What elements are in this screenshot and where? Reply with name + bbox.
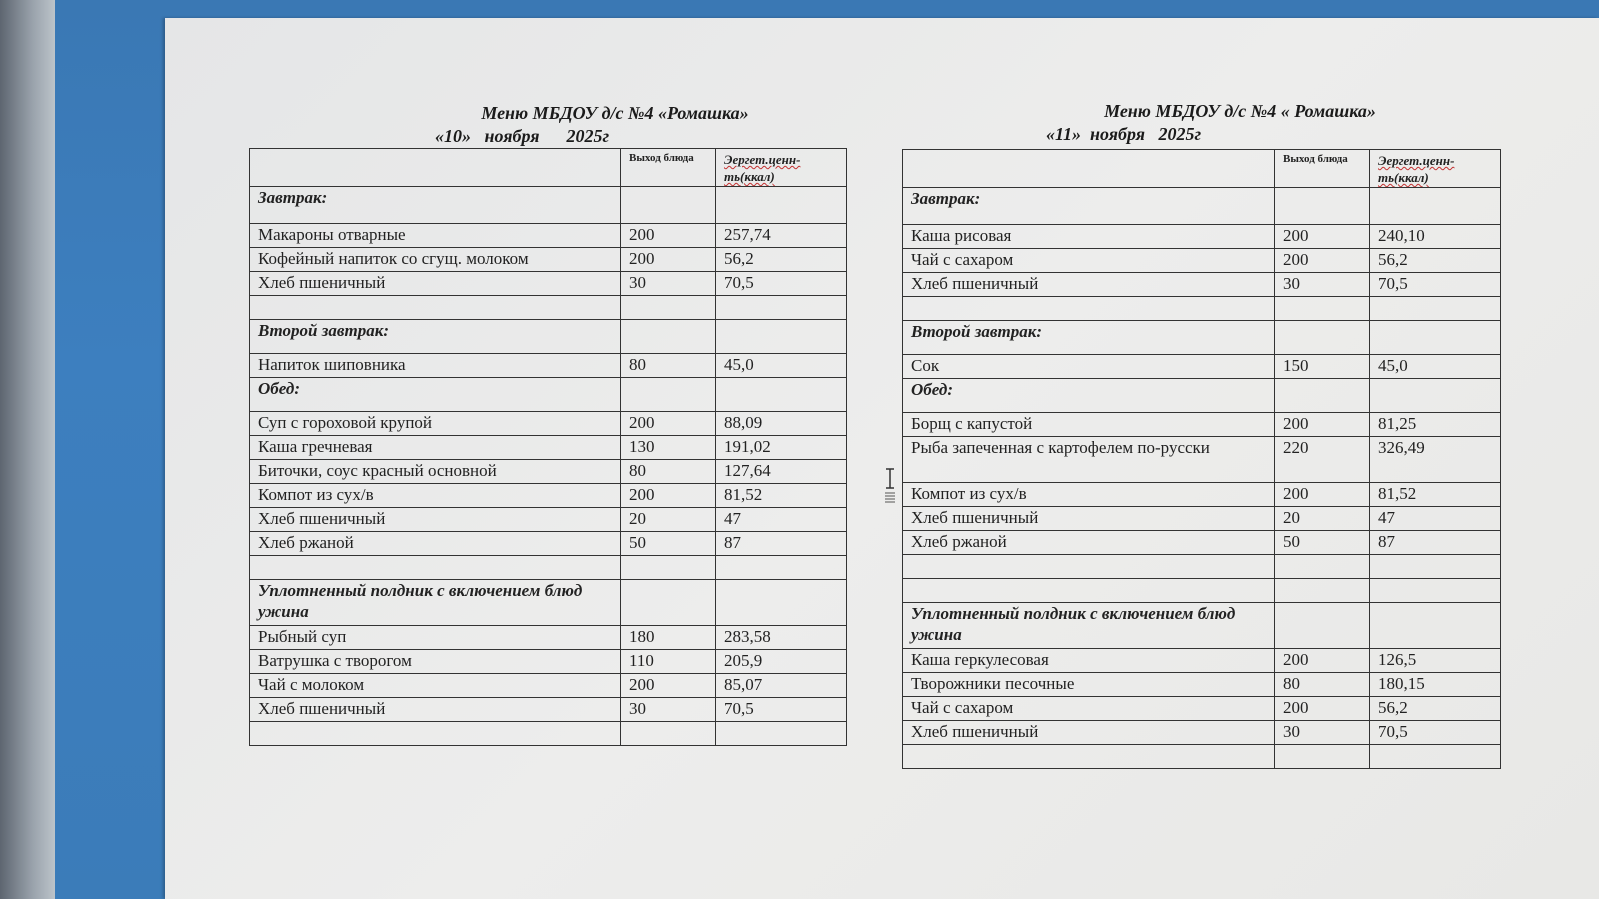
empty-cell (1370, 579, 1501, 603)
table-row (250, 354, 847, 378)
yield-cell (621, 320, 716, 354)
dish-name: Хлеб ржаной (903, 531, 1275, 555)
energy-cell (716, 320, 847, 354)
section-title: Второй завтрак: (250, 320, 621, 354)
table-row (250, 674, 847, 698)
energy-cell: 180,15 (1370, 673, 1501, 697)
energy-cell (1370, 603, 1501, 649)
energy-cell (716, 187, 847, 224)
energy-cell: 127,64 (716, 460, 847, 484)
section-title: Второй завтрак: (903, 321, 1275, 355)
header-yield-cell: Выход блюда (621, 149, 716, 187)
energy-cell: 326,49 (1370, 437, 1501, 483)
header-energy-label: Эергет.ценн-ть(ккал) (724, 152, 801, 184)
dish-name: Хлеб пшеничный (903, 273, 1275, 297)
yield-cell: 30 (1275, 273, 1370, 297)
header-yield-cell: Выход блюда (1275, 150, 1370, 188)
section-row (250, 378, 847, 412)
blank-row (903, 297, 1501, 321)
energy-cell: 240,10 (1370, 225, 1501, 249)
empty-cell (903, 297, 1275, 321)
menu-left-date: «10» ноября 2025г (435, 126, 610, 146)
energy-cell: 205,9 (716, 650, 847, 674)
monitor-bezel (0, 0, 60, 899)
dish-name: Борщ с капустой (903, 413, 1275, 437)
yield-cell: 30 (1275, 721, 1370, 745)
dish-name: Компот из сух/в (250, 484, 621, 508)
yield-cell: 180 (621, 626, 716, 650)
dish-name: Напиток шиповника (250, 354, 621, 378)
yield-cell: 200 (621, 224, 716, 248)
energy-cell: 56,2 (1370, 697, 1501, 721)
dish-name: Чай с сахаром (903, 697, 1275, 721)
yield-cell: 80 (621, 354, 716, 378)
header-energy-label: Эергет.ценн-ть(ккал) (1378, 153, 1455, 185)
table-row (903, 721, 1501, 745)
yield-cell: 200 (621, 674, 716, 698)
yield-cell (621, 378, 716, 412)
dish-name: Каша рисовая (903, 225, 1275, 249)
energy-cell: 81,25 (1370, 413, 1501, 437)
table-row (250, 248, 847, 272)
header-dish-cell (903, 150, 1275, 188)
empty-cell (1275, 297, 1370, 321)
table-row (903, 437, 1501, 483)
yield-cell: 200 (1275, 413, 1370, 437)
yield-cell: 200 (621, 412, 716, 436)
table-row (250, 484, 847, 508)
empty-cell (903, 555, 1275, 579)
yield-cell: 200 (1275, 649, 1370, 673)
dish-name: Хлеб пшеничный (903, 721, 1275, 745)
blank-row (903, 555, 1501, 579)
section-title: Обед: (250, 378, 621, 412)
yield-cell: 30 (621, 272, 716, 296)
yield-cell: 20 (621, 508, 716, 532)
energy-cell: 47 (716, 508, 847, 532)
table-row (903, 225, 1501, 249)
header-dish-cell (250, 149, 621, 187)
yield-cell (621, 580, 716, 626)
table-row (903, 697, 1501, 721)
empty-cell (621, 722, 716, 746)
table-row (250, 460, 847, 484)
menu-right-body (903, 150, 1501, 769)
dish-name: Хлеб пшеничный (250, 698, 621, 722)
energy-cell (716, 378, 847, 412)
energy-cell: 70,5 (1370, 721, 1501, 745)
dish-name: Макароны отварные (250, 224, 621, 248)
section-row (903, 603, 1501, 649)
table-row (250, 508, 847, 532)
dish-name: Биточки, соус красный основной (250, 460, 621, 484)
table-row (250, 436, 847, 460)
table-row (903, 249, 1501, 273)
table-row (250, 224, 847, 248)
energy-cell: 283,58 (716, 626, 847, 650)
yield-cell: 200 (1275, 483, 1370, 507)
section-title: Обед: (903, 379, 1275, 413)
table-row (250, 698, 847, 722)
empty-cell (250, 296, 621, 320)
yield-cell: 220 (1275, 437, 1370, 483)
yield-cell: 130 (621, 436, 716, 460)
yield-cell: 20 (1275, 507, 1370, 531)
dish-name: Хлеб пшеничный (903, 507, 1275, 531)
yield-cell (1275, 188, 1370, 225)
empty-cell (716, 296, 847, 320)
energy-cell: 70,5 (1370, 273, 1501, 297)
yield-cell: 50 (1275, 531, 1370, 555)
empty-cell (1275, 555, 1370, 579)
blank-row (250, 296, 847, 320)
empty-cell (1275, 745, 1370, 769)
table-row (250, 532, 847, 556)
energy-cell: 47 (1370, 507, 1501, 531)
dish-name: Рыбный суп (250, 626, 621, 650)
yield-cell: 150 (1275, 355, 1370, 379)
dish-name: Творожники песочные (903, 673, 1275, 697)
table-row (903, 649, 1501, 673)
energy-cell: 81,52 (716, 484, 847, 508)
table-row (903, 355, 1501, 379)
menu-right-title: Меню МБДОУ д/с №4 « Ромашка» (1104, 101, 1376, 121)
section-title: Завтрак: (903, 188, 1275, 225)
table-row (250, 272, 847, 296)
blank-row (903, 579, 1501, 603)
yield-cell (1275, 603, 1370, 649)
yield-cell (1275, 321, 1370, 355)
blank-row (250, 722, 847, 746)
yield-cell: 80 (1275, 673, 1370, 697)
energy-cell: 45,0 (1370, 355, 1501, 379)
section-row (903, 321, 1501, 355)
energy-cell: 191,02 (716, 436, 847, 460)
blank-row (250, 556, 847, 580)
empty-cell (1370, 297, 1501, 321)
empty-cell (1370, 555, 1501, 579)
dish-name: Каша геркулесовая (903, 649, 1275, 673)
yield-cell: 110 (621, 650, 716, 674)
dish-name: Ватрушка с творогом (250, 650, 621, 674)
empty-cell (903, 579, 1275, 603)
blank-row (903, 745, 1501, 769)
empty-cell (250, 556, 621, 580)
menu-right-header (960, 100, 1520, 146)
dish-name: Компот из сух/в (903, 483, 1275, 507)
menu-left-body (250, 149, 847, 746)
table-row (903, 273, 1501, 297)
empty-cell (903, 745, 1275, 769)
empty-cell (621, 556, 716, 580)
dish-name: Рыба запеченная с картофелем по-русски (903, 437, 1275, 483)
yield-cell: 200 (1275, 225, 1370, 249)
table-header-row (903, 150, 1501, 188)
header-energy-cell (716, 149, 847, 187)
section-title: Уплотненный полдник с включением блюд ужина (903, 603, 1275, 649)
menu-left-header (315, 102, 915, 148)
section-title: Завтрак: (250, 187, 621, 224)
dish-name: Кофейный напиток со сгущ. молоком (250, 248, 621, 272)
energy-cell: 56,2 (716, 248, 847, 272)
yield-cell: 200 (1275, 249, 1370, 273)
empty-cell (621, 296, 716, 320)
dish-name: Чай с молоком (250, 674, 621, 698)
energy-cell: 257,74 (716, 224, 847, 248)
empty-cell (1370, 745, 1501, 769)
yield-cell: 200 (1275, 697, 1370, 721)
yield-cell: 30 (621, 698, 716, 722)
table-row (903, 413, 1501, 437)
table-row (250, 650, 847, 674)
section-title: Уплотненный полдник с включением блюд ужина (250, 580, 621, 626)
yield-cell: 200 (621, 248, 716, 272)
yield-cell: 80 (621, 460, 716, 484)
table-row (903, 531, 1501, 555)
section-row (250, 320, 847, 354)
section-row (250, 187, 847, 224)
energy-cell: 56,2 (1370, 249, 1501, 273)
yield-cell (621, 187, 716, 224)
table-row (903, 507, 1501, 531)
energy-cell (1370, 379, 1501, 413)
table-row (250, 412, 847, 436)
table-row (903, 673, 1501, 697)
empty-cell (716, 722, 847, 746)
dish-name: Чай с сахаром (903, 249, 1275, 273)
empty-cell (250, 722, 621, 746)
table-row (250, 626, 847, 650)
menu-right-date: «11» ноября 2025г (1046, 124, 1202, 144)
header-energy-cell (1370, 150, 1501, 188)
table-header-row (250, 149, 847, 187)
dish-name: Хлеб ржаной (250, 532, 621, 556)
energy-cell: 45,0 (716, 354, 847, 378)
yield-cell: 50 (621, 532, 716, 556)
energy-cell: 70,5 (716, 272, 847, 296)
text-cursor-icon (883, 468, 897, 504)
energy-cell: 81,52 (1370, 483, 1501, 507)
empty-cell (1275, 579, 1370, 603)
dish-name: Хлеб пшеничный (250, 272, 621, 296)
document-page[interactable] (165, 18, 1599, 899)
energy-cell (1370, 321, 1501, 355)
table-row (903, 483, 1501, 507)
section-row (903, 188, 1501, 225)
energy-cell (716, 580, 847, 626)
energy-cell: 87 (716, 532, 847, 556)
menu-left-table[interactable] (249, 148, 847, 746)
yield-cell: 200 (621, 484, 716, 508)
yield-cell (1275, 379, 1370, 413)
dish-name: Суп с гороховой крупой (250, 412, 621, 436)
energy-cell: 85,07 (716, 674, 847, 698)
dish-name: Хлеб пшеничный (250, 508, 621, 532)
section-row (903, 379, 1501, 413)
section-row (250, 580, 847, 626)
energy-cell: 126,5 (1370, 649, 1501, 673)
empty-cell (716, 556, 847, 580)
dish-name: Сок (903, 355, 1275, 379)
menu-left-title: Меню МБДОУ д/с №4 «Ромашка» (481, 103, 749, 123)
dish-name: Каша гречневая (250, 436, 621, 460)
energy-cell: 88,09 (716, 412, 847, 436)
energy-cell: 87 (1370, 531, 1501, 555)
energy-cell: 70,5 (716, 698, 847, 722)
energy-cell (1370, 188, 1501, 225)
menu-right-table[interactable] (902, 149, 1501, 769)
